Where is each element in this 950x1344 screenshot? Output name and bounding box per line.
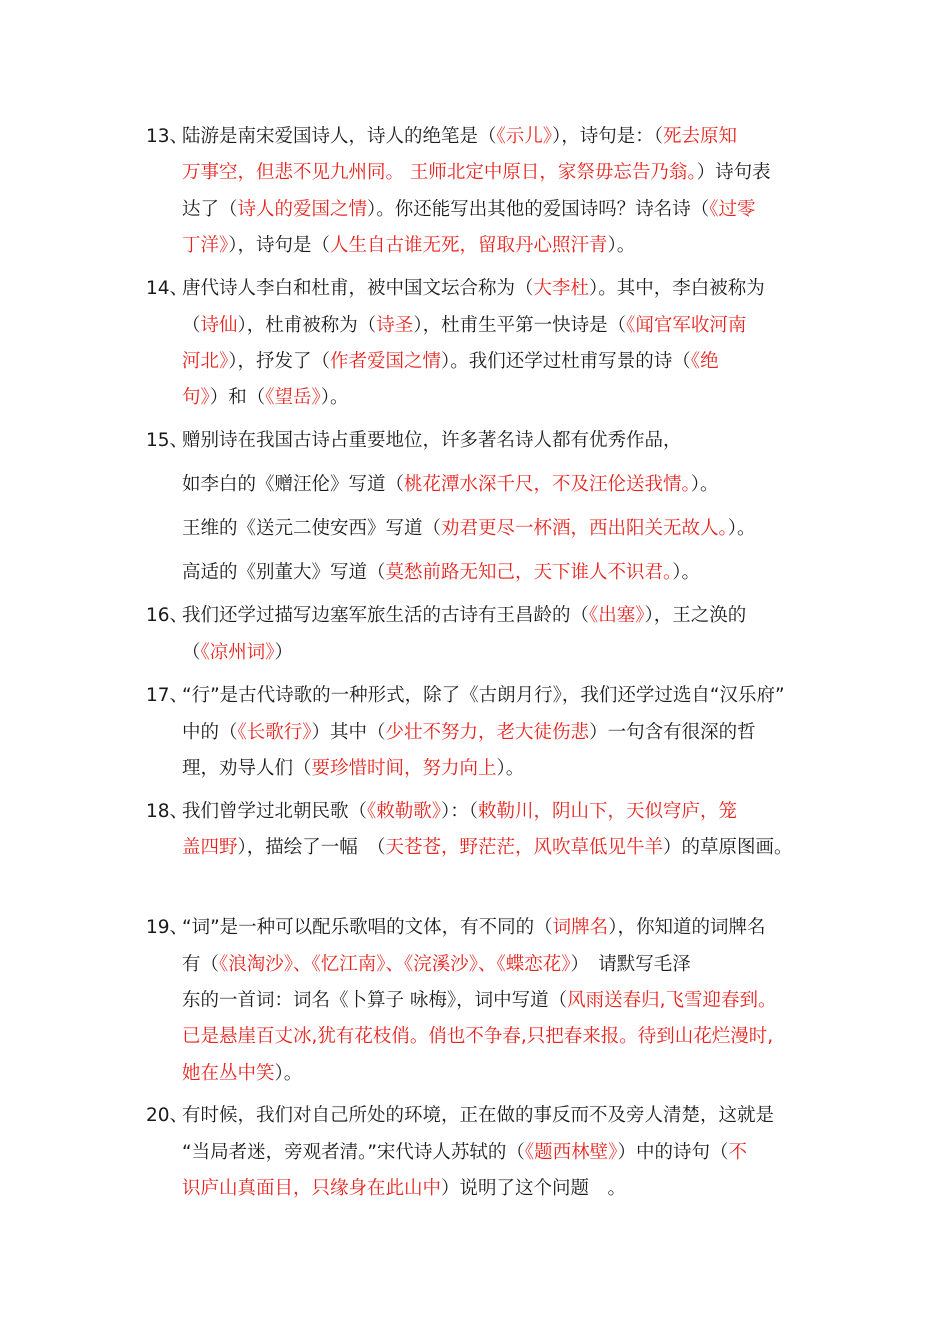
answer-text: 劝君更尽一杯酒，西出阳关无故人。 (441, 518, 728, 539)
answer-text: 要珍惜时间，努力向上 (311, 758, 497, 779)
question-text: 唐代诗人李白和杜甫，被中国文坛合称为（ (182, 278, 534, 299)
question-text: 我们曾学过北朝民歌（ (182, 801, 368, 822)
question-text: ）。 (727, 518, 756, 539)
question-text: 达了（ (182, 199, 238, 220)
question-text: “词”是一种可以配乐歌唱的文体，有不同的（ (182, 917, 553, 938)
answer-text: 《闻官军收河南 (626, 315, 747, 336)
answer-text: 《示儿》 (496, 126, 553, 147)
question-line (182, 426, 682, 456)
question-line (182, 718, 756, 748)
answer-text: 她在丛中笑 (182, 1063, 275, 1084)
answer-text: 作者爱国之情 (330, 351, 442, 372)
question-line (182, 514, 756, 544)
answer-text: 河北》 (182, 351, 229, 372)
answer-text: 识庐山真面目，只缘身在此山中 (182, 1178, 442, 1199)
question-text: ）的草原图画。 (663, 837, 793, 858)
question-text: ）诗句表 (696, 162, 771, 183)
answer-text: 《敕勒歌》 (367, 801, 442, 822)
question-text: ），王之涣的 (644, 605, 747, 626)
question-number: 15、 (146, 430, 189, 451)
answer-text: 诗仙 (200, 315, 238, 336)
question-text: ），诗句是（ (228, 235, 331, 256)
question-text: ）。 (607, 235, 636, 256)
question-text: ）。我们还学过杜甫写景的诗（ (441, 351, 691, 372)
question-line (182, 681, 785, 711)
answer-text: 少壮不努力，老大徒伤悲 (385, 722, 590, 743)
question-text: ）说明了这个问题 。 (441, 1178, 627, 1199)
question-text: 陆游是南宋爱国诗人，诗人的绝笔是（ (182, 126, 497, 147)
question-line (182, 638, 293, 668)
question-number: 13、 (146, 126, 189, 147)
answer-text: 《望岳》 (265, 387, 321, 408)
question-line (182, 558, 700, 588)
question-line (182, 913, 765, 943)
answer-text: 盖四野 (182, 837, 238, 858)
question-line (182, 1101, 774, 1131)
question-line (182, 1059, 302, 1089)
question-line (182, 1174, 626, 1204)
question-number: 20、 (146, 1105, 189, 1126)
answer-text: 莫愁前路无知己，天下谁人不识君。 (385, 562, 673, 583)
question-line (182, 158, 771, 188)
question-number: 17、 (146, 685, 189, 706)
answer-text: 不 (728, 1142, 747, 1163)
answer-text: 万事空，但悲不见九州同。 王师北定中原日，家祭毋忘告乃翁。 (182, 162, 697, 183)
question-line (182, 122, 737, 152)
question-text: ），诗句是：（ (552, 126, 664, 147)
answer-text: 《绝 (690, 351, 719, 372)
answer-text: 《题西林壁》 (524, 1142, 618, 1163)
question-text: 东的一首词：词名《卜算子 咏梅》，词中写道（ (182, 990, 568, 1011)
question-text: ），杜甫被称为（ (237, 315, 377, 336)
question-text: 有时候，我们对自己所处的环境，正在做的事反而不及旁人清楚，这就是 (182, 1105, 775, 1126)
question-line (182, 311, 746, 341)
question-text: 我们还学过描写边塞军旅生活的古诗有王昌龄的（ (182, 605, 590, 626)
question-text: ）其中（ (311, 722, 386, 743)
question-line (182, 231, 635, 261)
question-text: 王维的《送元二使安西》写道（ (182, 518, 442, 539)
question-text: （ (182, 315, 201, 336)
question-text: ）。 (496, 758, 525, 779)
question-line (182, 470, 719, 500)
answer-text: 《凉州词》 (200, 642, 275, 663)
answer-text: 桃花潭水深千尺，不及汪伦送我情。 (404, 474, 691, 495)
answer-text: 《出塞》 (589, 605, 645, 626)
question-text: 中的（ (182, 722, 238, 743)
answer-text: 词牌名 (552, 917, 609, 938)
question-text: ）和（ (209, 387, 266, 408)
question-line (182, 986, 777, 1016)
answer-text: 天苍苍，野茫茫，风吹草低见牛羊 (385, 837, 664, 858)
answer-text: 大李杜 (533, 278, 590, 299)
question-text: ）一句含有很深的哲 (589, 722, 756, 743)
question-line (182, 274, 765, 304)
question-text: ）。 (690, 474, 719, 495)
question-text: 高适的《别董大》写道（ (182, 562, 386, 583)
question-line (182, 1138, 747, 1168)
question-text: ）：（ (441, 801, 479, 822)
question-text: ），抒发了（ (228, 351, 331, 372)
question-text: “当局者迷，旁观者清。”宋代诗人苏轼的（ (182, 1142, 525, 1163)
answer-text: 已是悬崖百丈冰,犹有花枝俏。俏也不争春,只把春来报。待到山花烂漫时, (182, 1026, 774, 1047)
question-text: ）。其中，李白被称为 (589, 278, 765, 299)
question-text: ）。 (274, 1063, 303, 1084)
question-line (182, 601, 746, 631)
answer-text: 《浪淘沙》、《忆江南》、《浣溪沙》、《蝶恋花》 (219, 954, 571, 975)
question-text: ）中的诗句（ (617, 1142, 729, 1163)
question-text: ）。 (320, 387, 349, 408)
answer-text: 人生自古谁无死，留取丹心照汗青 (330, 235, 608, 256)
answer-text: 诗圣 (376, 315, 414, 336)
question-text: 赠别诗在我国古诗占重要地位，许多著名诗人都有优秀作品， (182, 430, 682, 451)
answer-text: 死去原知 (663, 126, 738, 147)
question-text: ），你知道的词牌名 (608, 917, 766, 938)
question-line (182, 195, 756, 225)
question-line (182, 1022, 773, 1052)
question-line (182, 347, 719, 377)
question-line (182, 950, 691, 980)
question-text: ） 请默写毛泽 (570, 954, 691, 975)
question-line (182, 383, 349, 413)
question-text: 如李白的《赠汪伦》写道（ (182, 474, 405, 495)
question-text: ），描绘了一幅 （ (237, 837, 386, 858)
question-text: “行”是古代诗歌的一种形式，除了《古朗月行》，我们还学过选自“汉乐府” (182, 685, 785, 706)
question-text: ）。你还能写出其他的爱国诗吗？诗名诗（ (367, 199, 710, 220)
answer-text: 敕勒川，阴山下，天似穹庐，笼 (478, 801, 738, 822)
question-text: ），杜甫生平第一快诗是（ (413, 315, 627, 336)
question-number: 14、 (146, 278, 189, 299)
answer-text: 诗人的爱国之情 (237, 199, 368, 220)
question-text: ）。 (672, 562, 701, 583)
answer-text: 《长歌行》 (237, 722, 312, 743)
question-text: 理，劝导人们（ (182, 758, 312, 779)
answer-text: 丁洋》 (182, 235, 229, 256)
question-number: 18、 (146, 801, 189, 822)
question-line (182, 797, 737, 827)
question-text: 有（ (182, 954, 220, 975)
question-text: （ (182, 642, 201, 663)
question-text: ） (274, 642, 294, 663)
question-line (182, 754, 524, 784)
answer-text: 句》 (182, 387, 210, 408)
answer-text: 《过零 (709, 199, 756, 220)
answer-text: 风雨送春归,飞雪迎春到。 (567, 990, 777, 1011)
question-line (182, 833, 793, 863)
question-number: 19、 (146, 917, 189, 938)
question-number: 16、 (146, 605, 189, 626)
